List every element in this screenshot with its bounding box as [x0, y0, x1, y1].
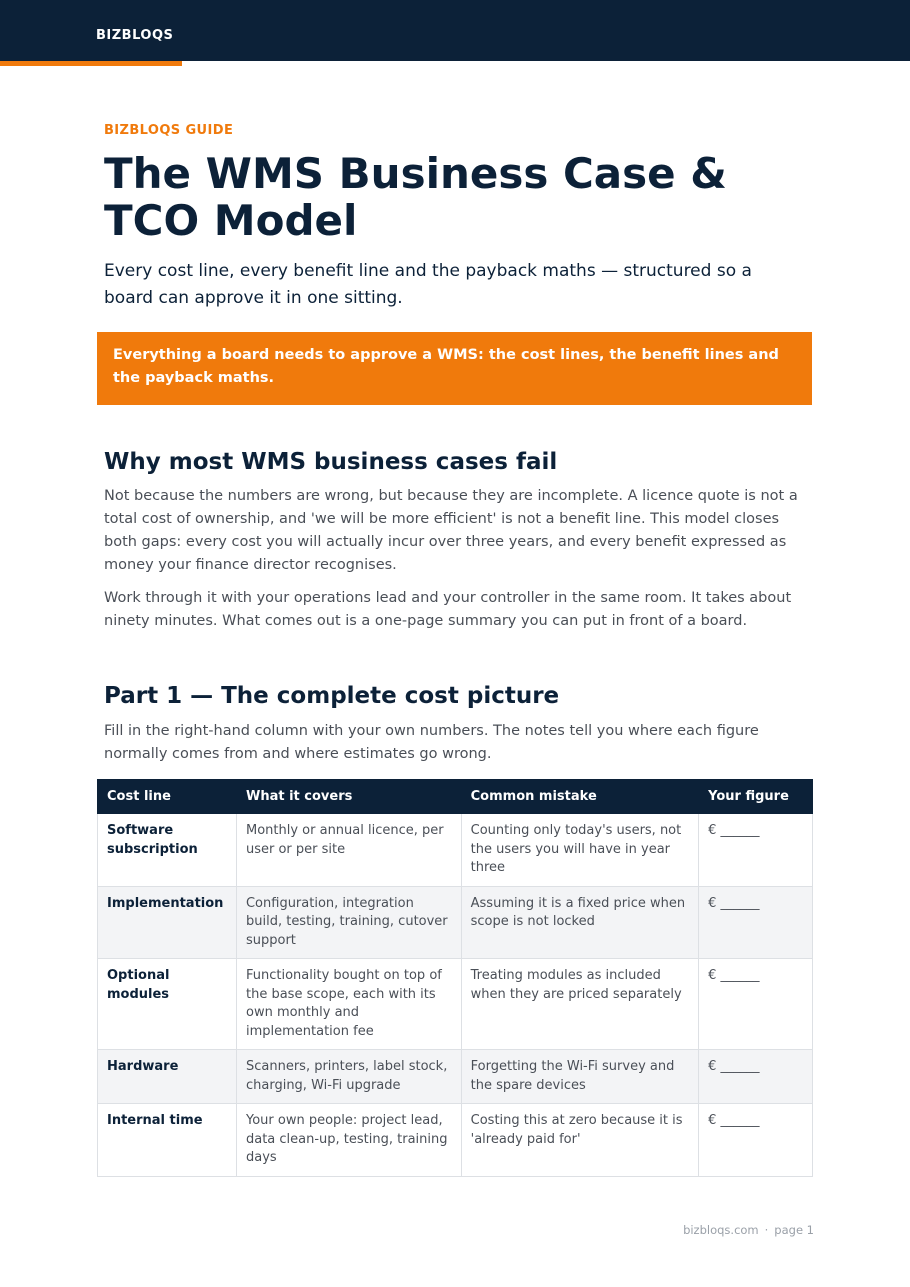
- section-heading-part1: Part 1 — The complete cost picture: [104, 683, 560, 709]
- page-title: The WMS Business Case & TCO Model: [104, 149, 727, 245]
- mistake-cell: Assuming it is a fixed price when scope is not locked: [461, 886, 699, 959]
- covers-cell: Monthly or annual licence, per user or per site: [236, 814, 461, 887]
- figure-cell[interactable]: € ______: [699, 1050, 813, 1104]
- footer-separator: ·: [764, 1223, 769, 1237]
- table-row: [98, 886, 813, 959]
- mistake-cell: Counting only today's users, not the users you will have in year three: [461, 814, 699, 887]
- table-row: [98, 814, 813, 887]
- callout-text: Everything a board needs to approve a WMS: the cost lines, the benefit lines and the payback maths.: [113, 347, 779, 386]
- column-header-cost-line: Cost line: [98, 780, 237, 814]
- figure-cell[interactable]: € ______: [699, 886, 813, 959]
- guide-eyebrow: BIZBLOQS GUIDE: [104, 123, 234, 138]
- column-header-your-figure: Your figure: [699, 780, 813, 814]
- page-footer: [683, 1223, 814, 1237]
- page-subtitle: Every cost line, every benefit line and the payback maths — structured so a board can approve it in one sitting.: [104, 261, 752, 308]
- why-paragraph-2: Work through it with your operations lead and your controller in the same room. It takes about ninety minutes. What comes out is a one-page summary you can put in front of a board.: [104, 590, 792, 629]
- covers-cell: Your own people: project lead, data clean-up, testing, training days: [236, 1104, 461, 1177]
- accent-line: [0, 61, 182, 66]
- figure-cell[interactable]: € ______: [699, 1104, 813, 1177]
- section-heading-why: Why most WMS business cases fail: [104, 449, 558, 475]
- page-number: page 1: [774, 1223, 814, 1237]
- mistake-cell: Forgetting the Wi-Fi survey and the spare devices: [461, 1050, 699, 1104]
- table-header-row: [98, 780, 813, 814]
- mistake-cell: Costing this at zero because it is 'already paid for': [461, 1104, 699, 1177]
- cost-line-cell: Internal time: [98, 1104, 237, 1177]
- cost-line-cell: Hardware: [98, 1050, 237, 1104]
- mistake-cell: Treating modules as included when they are priced separately: [461, 959, 699, 1050]
- footer-site: bizbloqs.com: [683, 1223, 759, 1237]
- cost-table: [97, 779, 813, 1177]
- column-header-common-mistake: Common mistake: [461, 780, 699, 814]
- cost-line-cell: Software subscription: [98, 814, 237, 887]
- part1-intro: Fill in the right-hand column with your own numbers. The notes tell you where each figure normally comes from and where estimates go wrong.: [104, 723, 759, 762]
- covers-cell: Configuration, integration build, testing, training, cutover support: [236, 886, 461, 959]
- callout-box: [97, 332, 812, 405]
- table-row: [98, 1050, 813, 1104]
- table-row: [98, 1104, 813, 1177]
- top-bar: [0, 0, 910, 61]
- cost-line-cell: Implementation: [98, 886, 237, 959]
- column-header-what-it-covers: What it covers: [236, 780, 461, 814]
- figure-cell[interactable]: € ______: [699, 959, 813, 1050]
- figure-cell[interactable]: € ______: [699, 814, 813, 887]
- why-paragraph-1: Not because the numbers are wrong, but because they are incomplete. A licence quote is not a total cost of ownership, and 'we will be more efficient' is not a benefit line. This model closes both gaps: every cost you will actually incur over three years, and every benefit expressed as money your finance director recognises.: [104, 488, 798, 573]
- brand-logo-text: BIZBLOQS: [96, 28, 174, 43]
- cost-line-cell: Optional modules: [98, 959, 237, 1050]
- covers-cell: Scanners, printers, label stock, charging, Wi-Fi upgrade: [236, 1050, 461, 1104]
- covers-cell: Functionality bought on top of the base scope, each with its own monthly and implementation fee: [236, 959, 461, 1050]
- table-row: [98, 959, 813, 1050]
